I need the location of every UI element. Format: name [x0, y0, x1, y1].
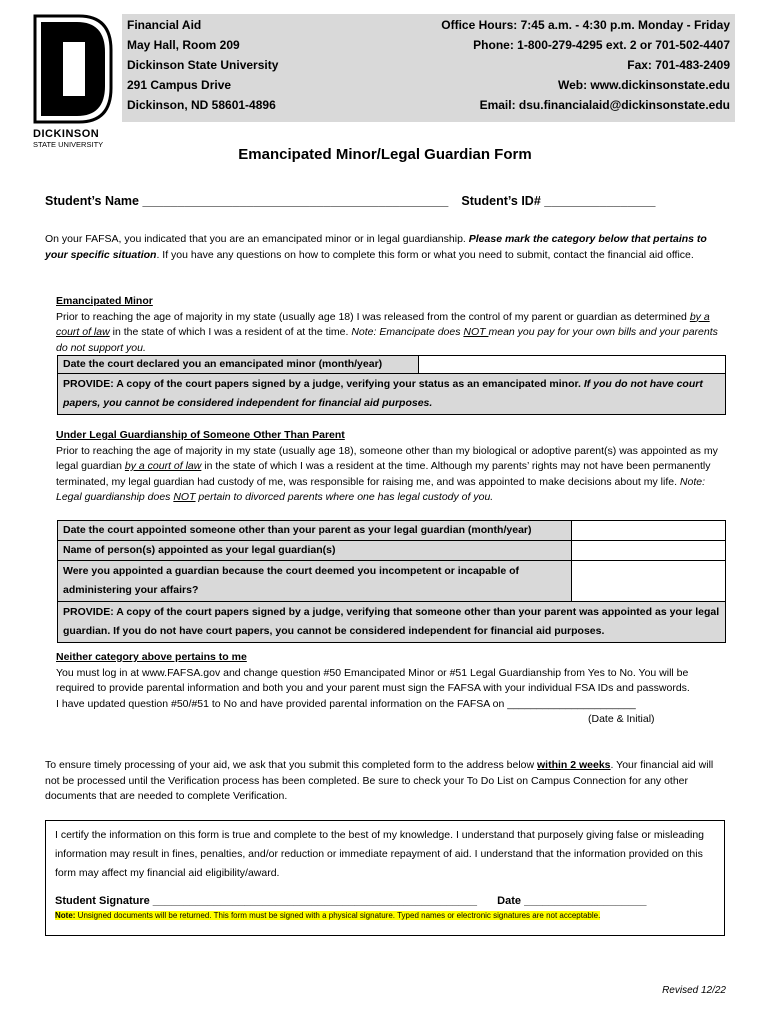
office-fax: Fax: 701-483-2409 [627, 58, 730, 72]
office-name: Financial Aid [127, 18, 202, 32]
office-phone: Phone: 1-800-279-4295 ext. 2 or 701-502-4407 [473, 38, 730, 52]
neither-heading: Neither category above pertains to me [56, 651, 247, 663]
guardian-date-label: Date the court appointed someone other than your parent as your legal guardian (month/year) [58, 521, 572, 541]
intro-text-continued: . If you have any questions on how to complete this form or what you need to submit, contact the financial aid office. [156, 248, 694, 261]
revised-date: Revised 12/22 [662, 985, 726, 996]
guardian-date-field[interactable] [572, 521, 726, 541]
guardian-table [57, 520, 726, 643]
table-row [58, 521, 726, 541]
guardian-heading: Under Legal Guardianship of Someone Other Than Parent [56, 429, 345, 441]
signature-field[interactable]: _____________________________________________________ [152, 895, 478, 907]
office-hours: Office Hours: 7:45 a.m. - 4:30 p.m. Monday - Friday [441, 18, 730, 32]
certification-text: I certify the information on this form is true and complete to the best of my knowledge. I understand that purposely giving false or misleading information may result in fines, penalties, and/or reduction or immediate repayment of aid. I understand that the information provided on this form may affect my financial aid eligibility/award. [55, 829, 705, 879]
signature-row [55, 895, 646, 907]
student-id-label: Student’s ID# [461, 194, 541, 208]
timely-text-2: . Your financial aid will not be processed until the Verification process has been completed. Be sure to check your To Do List on Campus Connection for any other documents that are needed to complete Verification. [45, 759, 714, 802]
emancipated-description [56, 310, 726, 357]
date-label: Date [497, 895, 522, 907]
provide-text: PROVIDE: A copy of the court papers signed by a judge, verifying your status as an emancipated minor. [63, 378, 581, 390]
emancipated-note-2: mean you pay for your own bills and your parents do not support you. [56, 326, 718, 354]
note-label: Note: [55, 911, 76, 920]
student-name-field[interactable]: ____________________________________________ [142, 194, 449, 208]
emancipated-court: by a court of law [56, 310, 710, 338]
signature-label: Student Signature [55, 895, 150, 907]
neither-section [56, 650, 726, 728]
office-street: 291 Campus Drive [127, 78, 232, 92]
timely-paragraph [45, 758, 727, 805]
office-info-header [122, 14, 735, 122]
student-id-field[interactable]: ________________ [544, 194, 656, 208]
d-logo-icon [33, 14, 115, 124]
emancipated-section [56, 294, 726, 356]
certification-box [45, 820, 725, 936]
intro-text: On your FAFSA, you indicated that you are an emancipated minor or in legal guardianship. [45, 233, 466, 245]
table-row [58, 374, 726, 415]
logo-text-line1: DICKINSON [33, 128, 100, 140]
form-title: Emancipated Minor/Legal Guardian Form [238, 146, 532, 163]
emancipated-provide [58, 374, 726, 415]
guardian-description [56, 444, 718, 506]
guardian-name-field[interactable] [572, 541, 726, 561]
guardian-incompetent-field[interactable] [572, 561, 726, 602]
guardian-incompetent-label: Were you appointed a guardian because the court deemed you incompetent or incapable of administering your affairs? [58, 561, 572, 602]
guardian-text: Prior to reaching the age of majority in my state (usually age 18), someone other than my biological or adoptive parent(s) was appointed as my legal guardian [56, 444, 718, 472]
university-logo [33, 14, 115, 149]
timely-text: To ensure timely processing of your aid, we ask that you submit this completed form to the address below [45, 759, 537, 771]
guardian-name-label: Name of person(s) appointed as your legal guardian(s) [58, 541, 572, 561]
emancipated-note: Note: Emancipate does [351, 326, 464, 338]
emancipated-table [57, 355, 726, 415]
table-row [58, 561, 726, 602]
office-city: Dickinson, ND 58601-4896 [127, 98, 276, 112]
emancipated-not: NOT [463, 326, 489, 338]
intro-instruction: Please mark the category below that pertains to your specific situation [45, 233, 707, 261]
note-text: Unsigned documents will be returned. This form must be signed with a physical signature. Typed names or electronic signatures are not acceptable. [75, 911, 601, 920]
intro-paragraph [45, 232, 727, 263]
neither-updated[interactable]: I have updated question #50/#51 to No and have provided parental information on the FAFSA on ______________________ [56, 697, 636, 710]
office-email: Email: dsu.financialaid@dickinsonstate.edu [479, 98, 730, 112]
student-info-row [45, 194, 656, 208]
emancipated-date-label: Date the court declared you an emancipated minor (month/year) [58, 356, 419, 374]
guardian-note: Note: Legal guardianship does [56, 475, 706, 503]
neither-text: You must log in at www.FAFSA.gov and change question #50 Emancipated Minor or #51 Legal Guardianship from Yes to No. You will be required to provide parental information and both you and your parent must sign the FAFSA with your individual FSA IDs and passwords. [56, 666, 690, 694]
emancipated-heading: Emancipated Minor [56, 295, 153, 307]
date-field[interactable]: ____________________ [524, 895, 647, 907]
logo-text-line2: STATE UNIVERSITY [33, 140, 104, 149]
office-room: May Hall, Room 209 [127, 38, 240, 52]
emancipated-text: Prior to reaching the age of majority in my state (usually age 18) I was released from the control of my parent or guardian as determined [56, 310, 687, 323]
timely-deadline: within 2 weeks [537, 759, 611, 771]
provide-note: If you do not have court papers, you cannot be considered independent for financial aid purposes. [63, 378, 703, 409]
guardian-court: by a court of law [124, 460, 202, 472]
emancipated-text-2: in the state of which I was a resident of at the time. [109, 326, 352, 338]
guardian-provide: PROVIDE: A copy of the court papers signed by a judge, verifying that someone other than your parent was appointed as your legal guardian. If you do not have court papers, you cannot be considered independent for financial aid purposes. [58, 602, 726, 643]
table-row [58, 602, 726, 643]
student-name-label: Student’s Name [45, 194, 140, 208]
office-university: Dickinson State University [127, 58, 279, 72]
guardian-not: NOT [173, 491, 196, 503]
signature-note [55, 911, 600, 920]
guardian-note-2: pertain to divorced parents where one has legal custody of you. [195, 491, 494, 503]
table-row [58, 356, 726, 374]
guardian-text-2: in the state of which I was a resident at the time. Although my parents’ rights may not have been permanently terminated, my legal guardian had custody of me, was responsible for raising me, and was appointed to make decisions about my life. [56, 460, 711, 488]
emancipated-date-field[interactable] [419, 356, 726, 374]
date-initial-label: (Date & Initial) [588, 713, 655, 725]
office-web: Web: www.dickinsonstate.edu [557, 78, 730, 92]
guardian-section [56, 428, 718, 506]
table-row [58, 541, 726, 561]
